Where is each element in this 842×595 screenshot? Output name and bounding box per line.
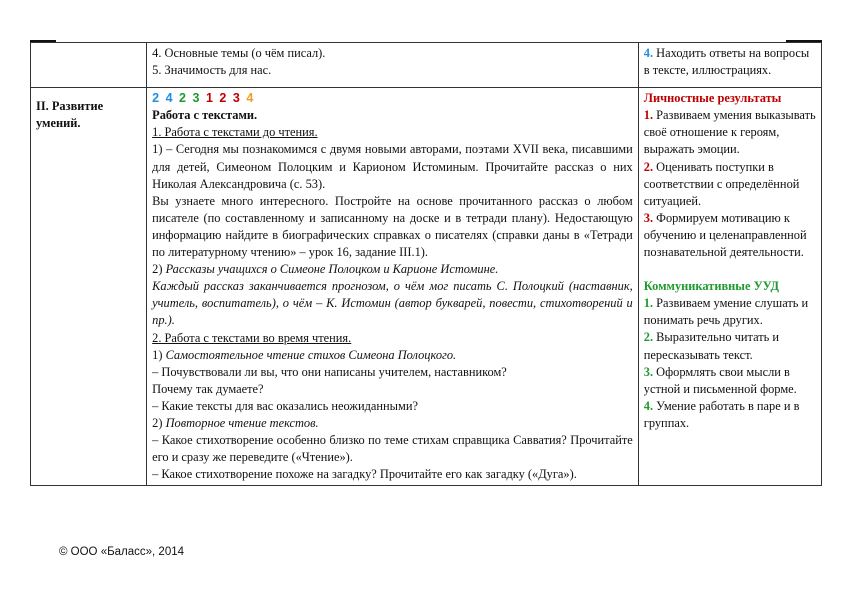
paragraph: – Какое стихотворение особенно близко по теме стихам справщика Савватия? Прочитайте его и сразу же переведите («Чтение»). xyxy=(152,433,633,465)
skill-code: 4 xyxy=(165,91,174,106)
list-item: 1. Развиваем умение слушать и понимать речь других. xyxy=(643,296,809,328)
item-number: 4. xyxy=(643,46,654,60)
skill-code: 2 xyxy=(152,91,160,106)
communicative-uud-title: Коммуникативные УУД xyxy=(643,279,780,294)
skill-code: 2 xyxy=(179,91,187,106)
paragraph: 2) Повторное чтение текстов. xyxy=(152,415,319,430)
uud-cell xyxy=(638,43,821,88)
skill-code: 3 xyxy=(192,91,200,106)
paragraph: 1) – Сегодня мы познакомимся с двумя новыми авторами, поэтами XVII века, писавшими для детей, Симеоном Полоцким и Карионом Истоминым. Прочитайте рассказ о них Николая Александровича (с. 53). xyxy=(152,142,633,191)
paragraph: Каждый рассказ заканчивается прогнозом, о чём мог писать С. Полоцкий (наставник, учитель, воспитатель), о чём – К. Истомин (автор букварей, повести, стихотворений и пр.). xyxy=(152,279,633,328)
section-heading: Работа с текстами. xyxy=(152,108,258,123)
paragraph: – Какое стихотворение похоже на загадку? Прочитайте его как загадку («Дуга»). xyxy=(152,467,577,482)
skill-code: 1 xyxy=(205,91,214,106)
skill-code: 4 xyxy=(246,91,254,106)
list-item: 3. Оформлять свои мысли в устной и письменной форме. xyxy=(643,364,797,396)
content-cell xyxy=(147,88,639,486)
stage-cell-empty xyxy=(31,43,147,88)
uud-cell xyxy=(638,88,821,486)
stage-title: II. Развитие умений. xyxy=(36,99,104,131)
personal-results-title: Личностные результаты xyxy=(643,91,782,106)
list-item: 4. Умение работать в паре и в группах. xyxy=(643,398,800,430)
paragraph: 1) Самостоятельное чтение стихов Симеона Полоцкого. xyxy=(152,347,457,362)
paragraph: 2) Рассказы учащихся о Симеоне Полоцком и Карионе Истомине. xyxy=(152,262,499,277)
paragraph: Вы узнаете много интересного. Постройте на основе прочитанного рассказ о любом писателе (по составленному и записанному на доске и в тетради плану). Недостающую информацию найдите в биографических справках о писателях (справки даны в «Тетради по литературному чтению» – урок 16, задание III.1). xyxy=(152,193,633,260)
lesson-plan-table xyxy=(30,42,822,486)
list-item: 4. Основные темы (о чём писал). xyxy=(152,46,326,60)
copyright-footer: © ООО «Баласс», 2014 xyxy=(59,546,185,558)
list-item: 3. Формируем мотивацию к обучению и целенаправленной познавательной деятельности. xyxy=(643,210,807,260)
skill-codes xyxy=(152,90,633,107)
paragraph: Почему так думаете? xyxy=(152,381,264,396)
subsection-heading: 2. Работа с текстами во время чтения. xyxy=(152,330,352,345)
list-item: 2. Выразительно читать и пересказывать текст. xyxy=(643,330,780,362)
paragraph: – Какие тексты для вас оказались неожиданными? xyxy=(152,398,418,413)
content-cell xyxy=(147,43,639,88)
skill-code: 3 xyxy=(232,91,241,106)
list-item: 5. Значимость для нас. xyxy=(152,63,272,78)
subsection-heading: 1. Работа с текстами до чтения. xyxy=(152,125,318,140)
list-item: 2. Оценивать поступки в соответствии с определённой ситуацией. xyxy=(643,159,800,208)
paragraph: – Почувствовали ли вы, что они написаны учителем, наставником? xyxy=(152,364,507,379)
item-text: Находить ответы на вопросы в тексте, иллюстрациях. xyxy=(643,46,810,78)
table-row xyxy=(31,43,822,88)
table-row xyxy=(31,88,822,486)
skill-code: 2 xyxy=(219,91,227,106)
list-item: 1. Развиваем умения выказывать своё отношение к героям, выражать эмоции. xyxy=(643,108,816,157)
stage-cell xyxy=(31,88,147,486)
